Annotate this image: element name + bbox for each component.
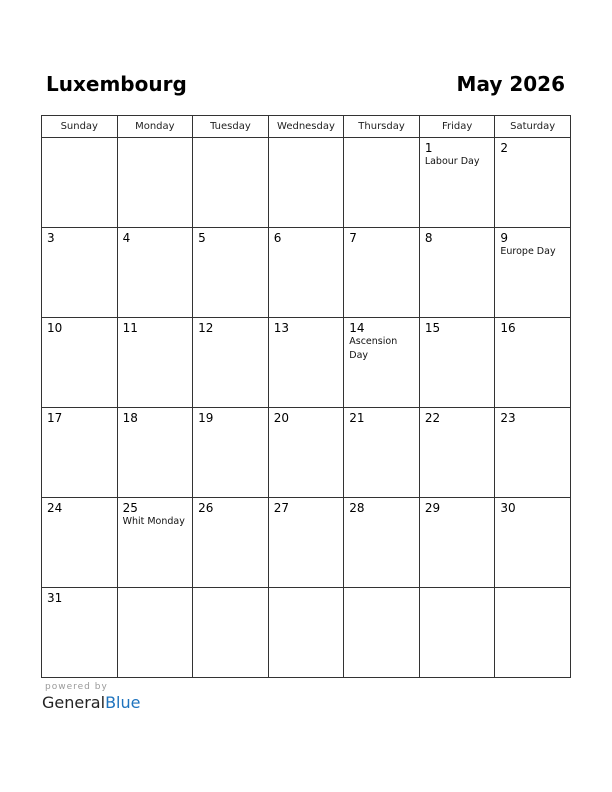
day-cell bbox=[419, 138, 495, 228]
day-cell bbox=[419, 498, 495, 588]
day-cell bbox=[117, 588, 193, 678]
day-cell bbox=[117, 498, 193, 588]
day-number bbox=[269, 138, 344, 141]
day-cell bbox=[117, 318, 193, 408]
calendar-body bbox=[42, 138, 571, 678]
weekday-saturday: Saturday bbox=[495, 116, 571, 138]
brand-text-general: General bbox=[42, 693, 106, 712]
day-number: 24 bbox=[47, 501, 63, 515]
day-number bbox=[495, 588, 570, 591]
powered-by-label: powered by bbox=[45, 682, 108, 692]
day-number bbox=[118, 588, 193, 591]
day-number bbox=[193, 138, 268, 141]
day-cell bbox=[419, 408, 495, 498]
weekday-header-row bbox=[42, 116, 571, 138]
day-cell bbox=[193, 228, 269, 318]
day-cell bbox=[268, 588, 344, 678]
holiday-label: Whit Monday bbox=[122, 516, 185, 527]
day-number bbox=[42, 138, 117, 141]
day-cell bbox=[193, 138, 269, 228]
week-row bbox=[42, 228, 571, 318]
day-cell bbox=[193, 588, 269, 678]
day-number: 19 bbox=[198, 411, 214, 425]
day-cell bbox=[344, 408, 420, 498]
day-cell bbox=[419, 228, 495, 318]
day-cell bbox=[42, 588, 118, 678]
weekday-sunday: Sunday bbox=[42, 116, 118, 138]
day-number: 3 bbox=[47, 231, 55, 245]
week-row bbox=[42, 408, 571, 498]
day-cell bbox=[495, 588, 571, 678]
day-number: 27 bbox=[273, 501, 289, 515]
day-cell bbox=[419, 588, 495, 678]
day-number: 7 bbox=[349, 231, 357, 245]
day-number bbox=[118, 138, 193, 141]
day-cell bbox=[268, 138, 344, 228]
day-number: 29 bbox=[424, 501, 441, 515]
day-cell bbox=[344, 228, 420, 318]
day-cell bbox=[268, 228, 344, 318]
day-cell bbox=[42, 138, 118, 228]
day-number: 11 bbox=[122, 321, 138, 335]
day-number: 31 bbox=[47, 591, 63, 605]
day-cell bbox=[42, 408, 118, 498]
day-number: 8 bbox=[424, 231, 433, 245]
calendar-grid bbox=[41, 115, 571, 678]
weekday-wednesday: Wednesday bbox=[268, 116, 344, 138]
day-number bbox=[269, 588, 344, 591]
day-number: 16 bbox=[500, 321, 516, 335]
day-cell bbox=[419, 318, 495, 408]
day-cell bbox=[42, 228, 118, 318]
day-number: 28 bbox=[349, 501, 365, 515]
day-number: 22 bbox=[424, 411, 441, 425]
day-cell bbox=[344, 318, 420, 408]
day-number bbox=[193, 588, 268, 591]
day-number: 21 bbox=[349, 411, 365, 425]
day-cell bbox=[344, 138, 420, 228]
day-number: 4 bbox=[122, 231, 131, 245]
holiday-label: Labour Day bbox=[424, 156, 480, 167]
day-cell bbox=[42, 498, 118, 588]
generalblue-logo[interactable] bbox=[42, 693, 140, 713]
day-number: 20 bbox=[273, 411, 289, 425]
day-number bbox=[420, 588, 495, 591]
day-number: 25 bbox=[122, 501, 138, 515]
weekday-tuesday: Tuesday bbox=[193, 116, 269, 138]
day-number: 2 bbox=[500, 141, 509, 155]
weekday-friday: Friday bbox=[419, 116, 495, 138]
day-cell bbox=[495, 228, 571, 318]
day-cell bbox=[495, 138, 571, 228]
day-number: 30 bbox=[500, 501, 516, 515]
day-cell bbox=[495, 408, 571, 498]
day-cell bbox=[193, 318, 269, 408]
day-number: 6 bbox=[273, 231, 282, 245]
day-number: 13 bbox=[273, 321, 289, 335]
week-row bbox=[42, 498, 571, 588]
day-number: 5 bbox=[198, 231, 206, 245]
day-cell bbox=[193, 408, 269, 498]
day-cell bbox=[268, 408, 344, 498]
day-number bbox=[344, 588, 419, 591]
day-number: 10 bbox=[47, 321, 63, 335]
day-cell bbox=[344, 498, 420, 588]
weekday-thursday: Thursday bbox=[344, 116, 420, 138]
month-year-title: May 2026 bbox=[456, 72, 565, 96]
day-cell bbox=[117, 408, 193, 498]
day-number: 12 bbox=[198, 321, 214, 335]
day-number: 26 bbox=[198, 501, 214, 515]
day-number: 18 bbox=[122, 411, 138, 425]
day-number: 23 bbox=[500, 411, 516, 425]
day-cell bbox=[268, 318, 344, 408]
day-number bbox=[344, 138, 419, 141]
brand-text-blue: Blue bbox=[105, 693, 141, 712]
day-cell bbox=[495, 498, 571, 588]
holiday-label: Europe Day bbox=[500, 246, 556, 257]
week-row bbox=[42, 138, 571, 228]
holiday-label: Ascension Day bbox=[349, 336, 398, 361]
day-number: 17 bbox=[47, 411, 63, 425]
day-number: 1 bbox=[424, 141, 433, 155]
week-row bbox=[42, 318, 571, 408]
day-cell bbox=[268, 498, 344, 588]
day-number: 9 bbox=[500, 231, 509, 245]
day-number: 15 bbox=[424, 321, 441, 335]
week-row bbox=[42, 588, 571, 678]
weekday-monday: Monday bbox=[117, 116, 193, 138]
day-cell bbox=[193, 498, 269, 588]
day-cell bbox=[495, 318, 571, 408]
country-title: Luxembourg bbox=[46, 72, 187, 96]
day-cell bbox=[117, 138, 193, 228]
day-cell bbox=[344, 588, 420, 678]
day-cell bbox=[42, 318, 118, 408]
day-number: 14 bbox=[349, 321, 365, 335]
day-cell bbox=[117, 228, 193, 318]
